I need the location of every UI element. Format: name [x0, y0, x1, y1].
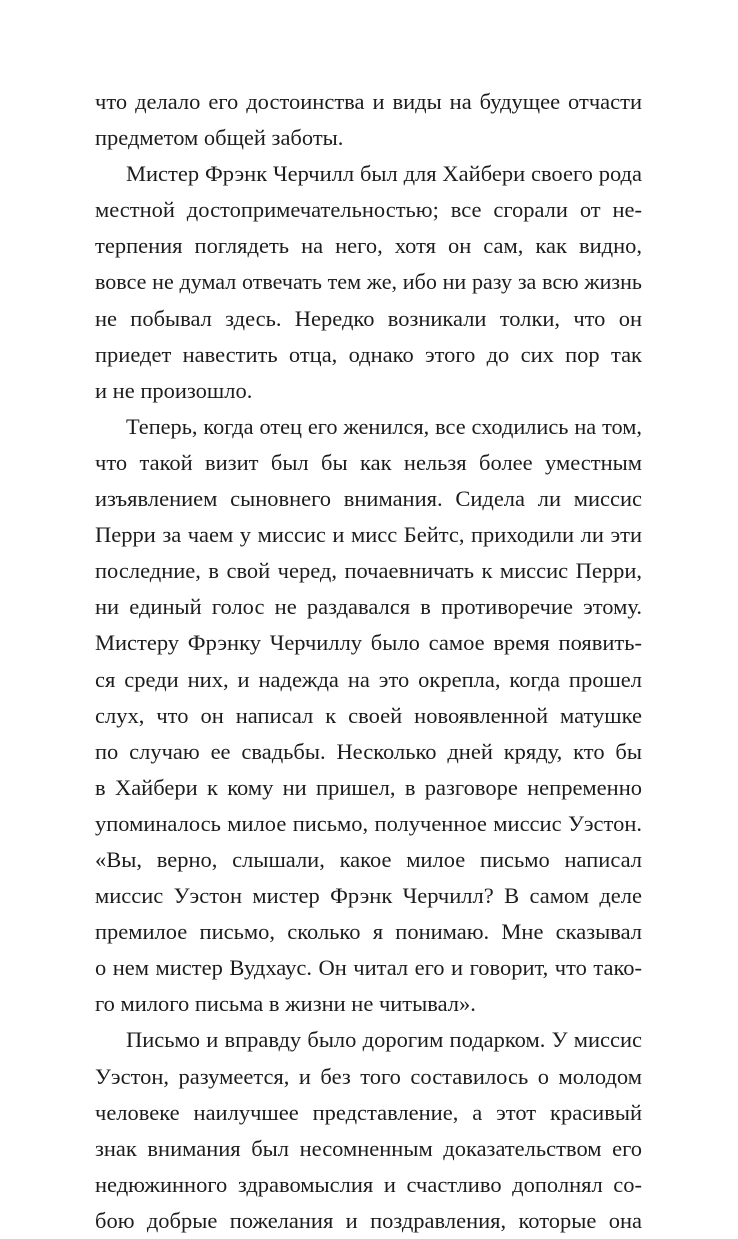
- text-line: премилое письмо, сколько я понимаю. Мне сказывал: [95, 919, 642, 945]
- text-line: местной достопримечательностью; все сгорали от не-: [95, 197, 642, 223]
- paragraph-3: [95, 409, 642, 1023]
- text-line: о нем мистер Вудхаус. Он читал его и говорит, что тако-: [95, 955, 642, 981]
- text-line: ся среди них, и надежда на это окрепла, когда прошел: [95, 666, 642, 692]
- text-line: вовсе не думал отвечать тем же, ибо ни разу за всю жизнь: [95, 269, 642, 295]
- text-line: го милого письма в жизни не читывал».: [95, 991, 476, 1017]
- text-line: недюжинного здравомыслия и счастливо дополнял со-: [95, 1171, 642, 1197]
- paragraph-1: [95, 84, 642, 156]
- text-line: не побывал здесь. Нередко возникали толки, что он: [95, 305, 642, 331]
- paragraph-4: [95, 1022, 642, 1239]
- text-line: приедет навестить отца, однако этого до сих пор так: [95, 341, 642, 367]
- text-line: «Вы, верно, слышали, какое милое письмо написал: [95, 846, 642, 872]
- text-line: Мистер Фрэнк Черчилл был для Хайбери своего рода: [126, 161, 642, 187]
- text-line: в Хайбери к кому ни пришел, в разговоре непременно: [95, 774, 642, 800]
- book-page-text: [95, 84, 642, 1239]
- text-line: бою добрые пожелания и поздравления, которые она: [95, 1207, 642, 1233]
- text-line: что делало его достоинства и виды на будущее отчасти: [95, 89, 642, 114]
- text-line: терпения поглядеть на него, хотя он сам, как видно,: [95, 233, 642, 259]
- text-line: предметом общей заботы.: [95, 125, 344, 151]
- text-line: миссис Уэстон мистер Фрэнк Черчилл? В самом деле: [95, 883, 642, 909]
- text-line: Мистеру Фрэнку Черчиллу было самое время появить-: [95, 630, 642, 656]
- text-line: Письмо и вправду было дорогим подарком. У миссис: [126, 1027, 642, 1053]
- text-line: последние, в свой черед, почаевничать к миссис Перри,: [95, 558, 642, 584]
- text-line: изъявлением сыновнего внимания. Сидела ли миссис: [95, 486, 642, 512]
- paragraph-2: [95, 156, 642, 409]
- text-line: Теперь, когда отец его женился, все сходились на том,: [126, 413, 642, 439]
- text-line: человеке наилучшее представление, а этот красивый: [95, 1099, 642, 1125]
- text-line: и не произошло.: [95, 377, 253, 403]
- text-line: Уэстон, разумеется, и без того составилось о молодом: [95, 1063, 642, 1089]
- text-line: что такой визит был бы как нельзя более уместным: [95, 449, 642, 475]
- text-line: ни единый голос не раздавался в противоречие этому.: [95, 594, 642, 620]
- text-line: Перри за чаем у миссис и мисс Бейтс, приходили ли эти: [95, 522, 642, 548]
- text-line: знак внимания был несомненным доказательством его: [95, 1135, 642, 1161]
- text-line: по случаю ее свадьбы. Несколько дней кряду, кто бы: [95, 738, 642, 764]
- text-line: упоминалось милое письмо, полученное миссис Уэстон.: [95, 810, 642, 836]
- text-line: слух, что он написал к своей новоявленной матушке: [95, 702, 642, 728]
